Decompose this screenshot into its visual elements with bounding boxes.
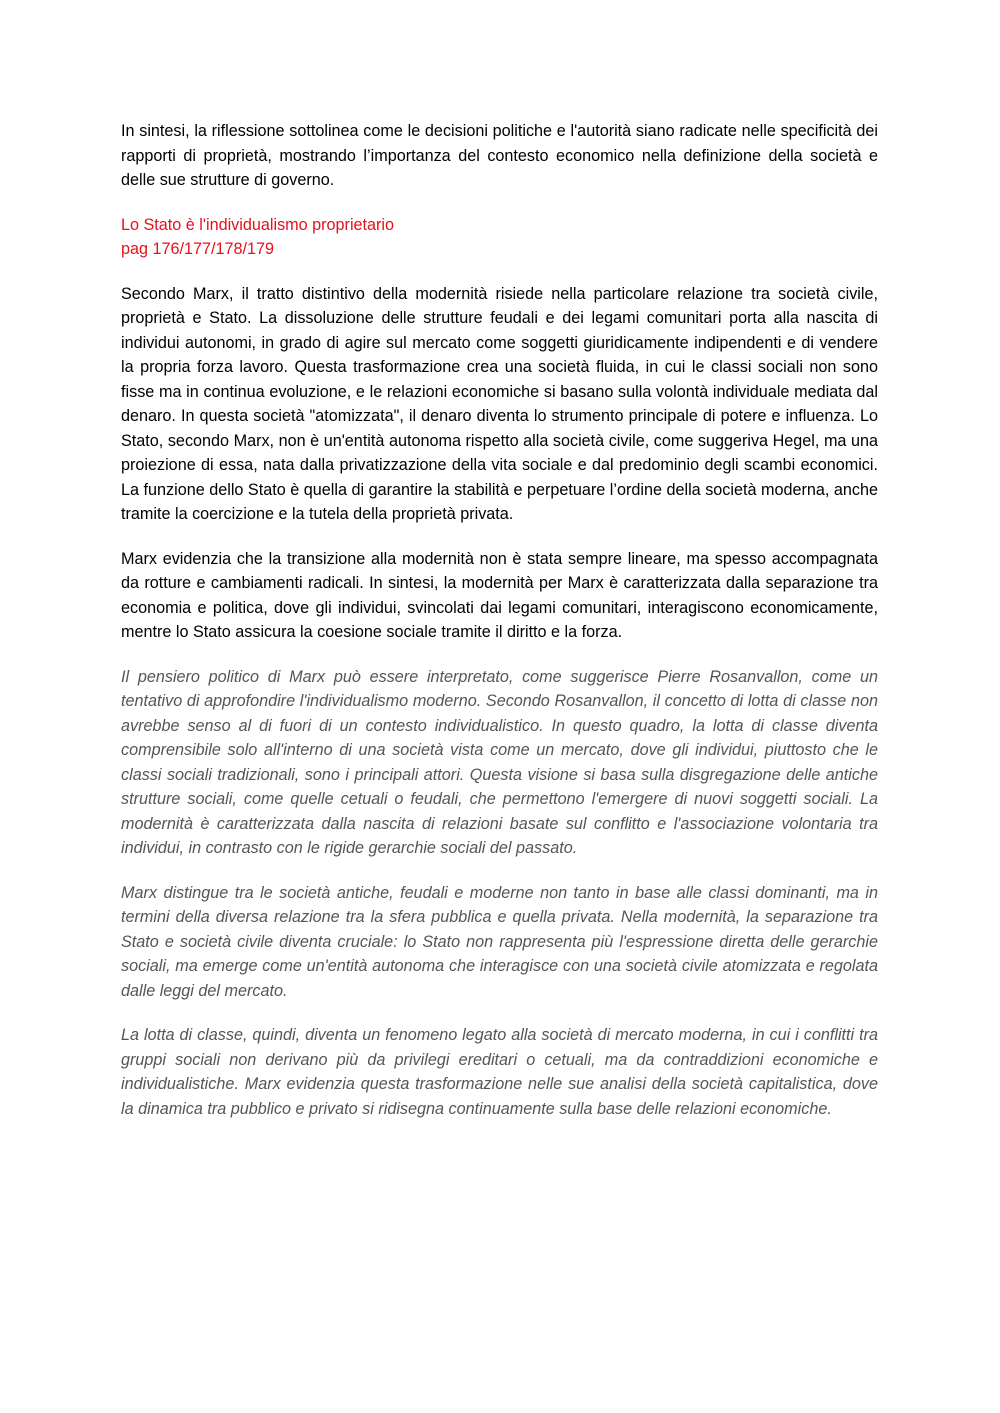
intro-paragraph: In sintesi, la riflessione sottolinea come le decisioni politiche e l'autorità siano radicate nelle specificità dei rapporti di proprietà, mostrando l’importanza del contesto economico nella definizione della società e delle sue strutture di governo. bbox=[121, 122, 878, 189]
italic-paragraph-2: Marx distingue tra le società antiche, feudali e moderne non tanto in base alle classi dominanti, ma in termini della diversa relazione tra la sfera pubblica e quella privata. Nella modernità, la separazione tra Stato e società civile diventa cruciale: lo Stato non rappresenta più l'espressione diretta delle gerarchie sociali, ma emerge come un'entità autonoma che interagisce con una società civile atomizzata e regolata dalle leggi del mercato. bbox=[121, 883, 878, 1000]
section-title: Lo Stato è l'individualismo proprietario bbox=[121, 215, 395, 234]
italic-paragraph-3: La lotta di classe, quindi, diventa un fenomeno legato alla società di mercato moderna, in cui i conflitti tra gruppi sociali non derivano più da privilegi ereditari o cetuali, ma da contraddizioni economiche e individualistiche. Marx evidenzia questa trasformazione nelle sue analisi della società capitalistica, dove la dinamica tra pubblico e privato si ridisegna continuamente sulla base delle relazioni economiche. bbox=[121, 1026, 878, 1118]
section-heading bbox=[121, 213, 878, 262]
body-paragraph-2: Marx evidenzia che la transizione alla modernità non è stata sempre lineare, ma spesso accompagnata da rotture e cambiamenti radicali. In sintesi, la modernità per Marx è caratterizzata dalla separazione tra economia e politica, dove gli individui, svincolati dai legami comunitari, interagiscono economicamente, mentre lo Stato assicura la coesione sociale tramite il diritto e la forza. bbox=[121, 549, 878, 641]
italic-paragraph-1: Il pensiero politico di Marx può essere interpretato, come suggerisce Pierre Rosanvallon, come un tentativo di approfondire l'individualismo moderno. Secondo Rosanvallon, il concetto di lotta di classe non avrebbe senso al di fuori di un contesto individualistico. In questo quadro, la lotta di classe diventa comprensibile solo all'interno di una società vista come un mercato, dove gli individui, piuttosto che le classi sociali tradizionali, sono i principali attori. Questa visione si basa sulla disgregazione delle antiche strutture sociali, come quelle cetuali o feudali, che permettono l'emergere di nuovi soggetti sociali. La modernità è caratterizzata dalla nascita di relazioni basate sul conflitto e l'associazione volontaria tra individui, in contrasto con le rigide gerarchie sociali del passato. bbox=[121, 667, 878, 857]
body-paragraph-1: Secondo Marx, il tratto distintivo della modernità risiede nella particolare relazione tra società civile, proprietà e Stato. La dissoluzione delle strutture feudali e dei legami comunitari porta alla nascita di individui autonomi, in grado di agire sul mercato come soggetti giuridicamente indipendenti e di vendere la propria forza lavoro. Questa trasformazione crea una società fluida, in cui le classi sociali non sono fisse ma in continua evoluzione, e le relazioni economiche si basano sulla volontà individuale mediata dal denaro. In questa società "atomizzata", il denaro diventa lo strumento principale di potere e influenza. Lo Stato, secondo Marx, non è un'entità autonoma rispetto alla società civile, come suggeriva Hegel, ma una proiezione di essa, nata dalla privatizzazione della vita sociale e dal predominio degli scambi economici. La funzione dello Stato è quella di garantire la stabilità e perpetuare l’ordine della società moderna, anche tramite la coercizione e la tutela della proprietà privata. bbox=[121, 284, 878, 523]
document-page bbox=[121, 119, 878, 1141]
section-pages: pag 176/177/178/179 bbox=[121, 240, 275, 258]
